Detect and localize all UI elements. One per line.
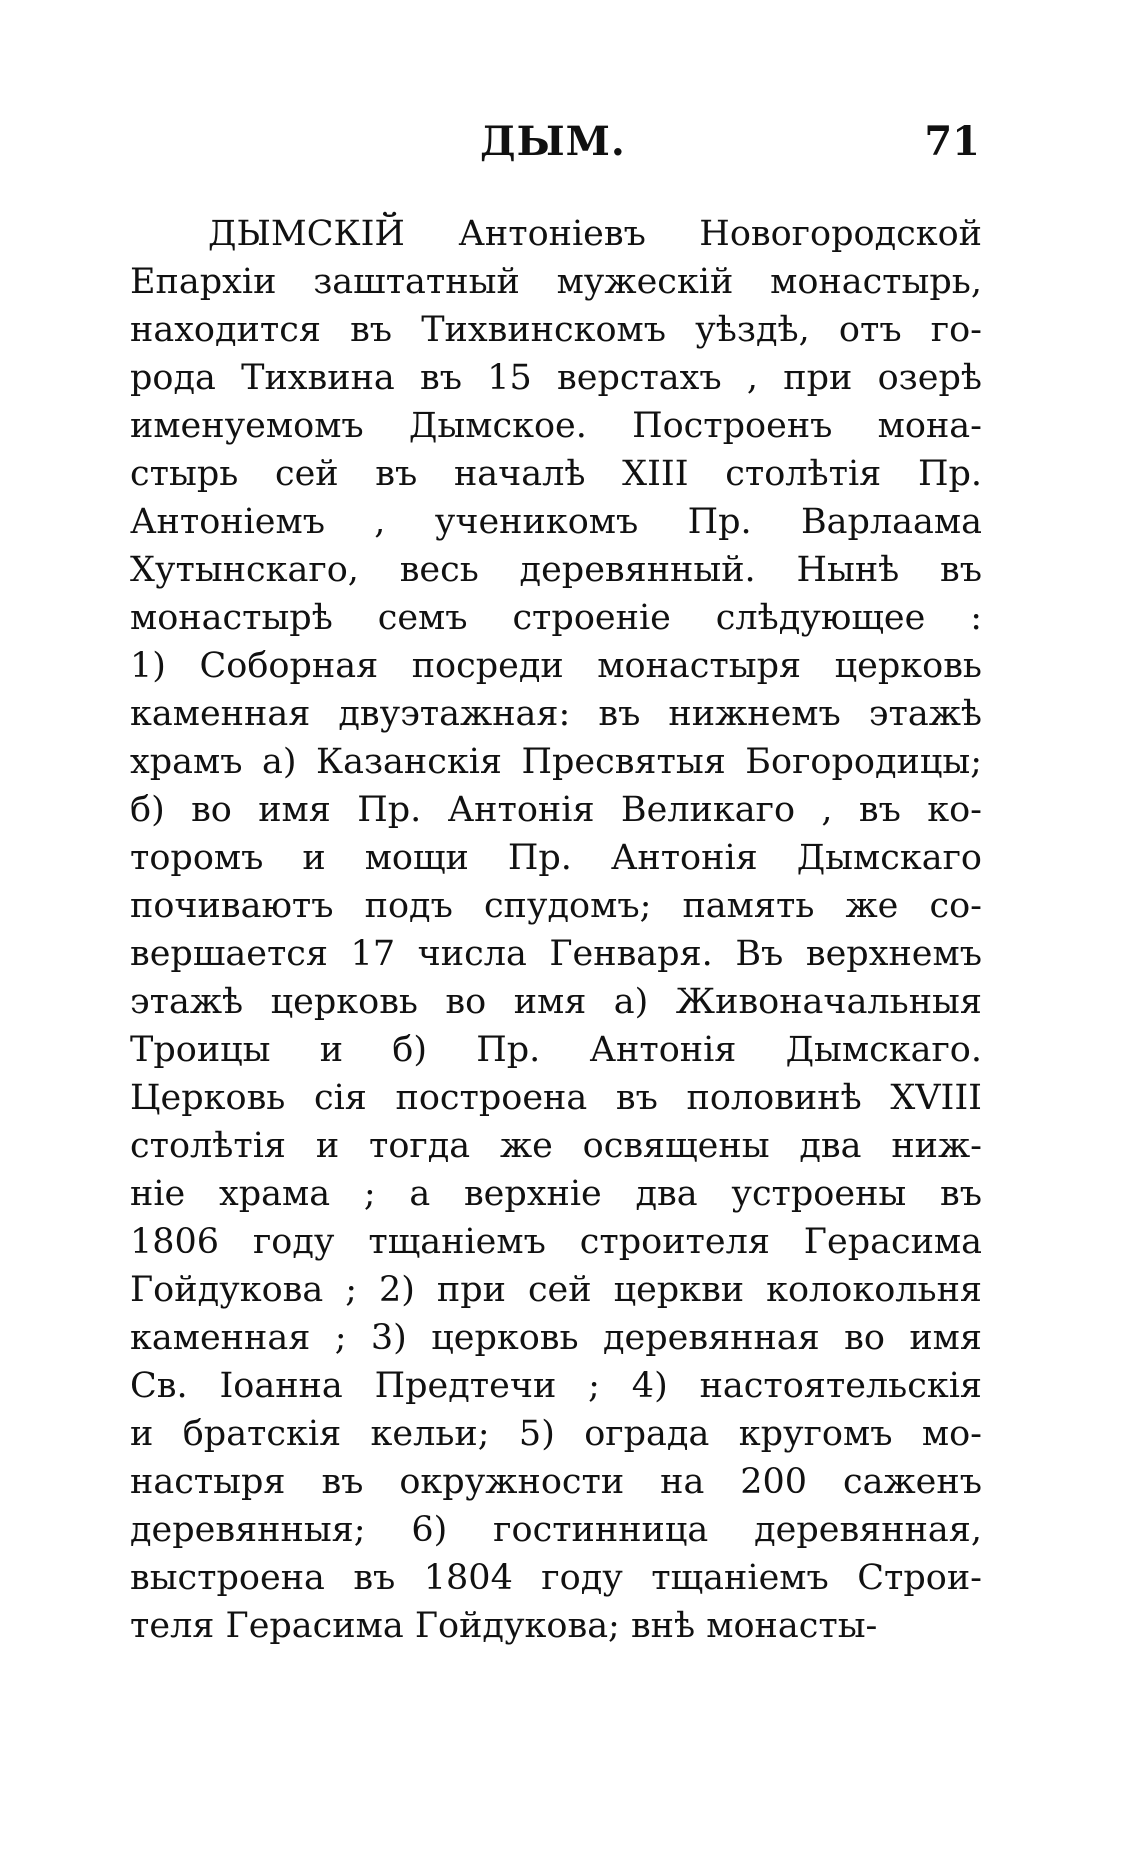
running-head-title: ДЫМ. [480, 118, 626, 165]
text-line: этажѣ церковь во имя а) Живоначальныя [130, 982, 982, 1022]
text-line: деревянныя; 6) гостинница деревянная, [130, 1510, 982, 1550]
text-line: Епархіи заштатный мужескій монастырь, [130, 262, 982, 302]
text-line: и братскія кельи; 5) ограда кругомъ мо- [130, 1414, 982, 1454]
text-line: Св. Іоанна Предтечи ; 4) настоятельскія [130, 1366, 982, 1406]
text-line: ДЫМСКІЙ Антоніевъ Новогородской [208, 214, 982, 254]
text-line: стырь сей въ началѣ XIII столѣтія Пр. [130, 454, 982, 494]
text-line: именуемомъ Дымское. Построенъ мона- [130, 406, 982, 446]
text-line: выстроена въ 1804 году тщаніемъ Строи- [130, 1558, 982, 1598]
text-line: каменная ; 3) церковь деревянная во имя [130, 1318, 982, 1358]
text-line: Троицы и б) Пр. Антонія Дымскаго. [130, 1030, 982, 1070]
text-line: торомъ и мощи Пр. Антонія Дымскаго [130, 838, 982, 878]
body-text [130, 210, 982, 1650]
page-number: 71 [924, 118, 980, 165]
text-line: находится въ Тихвинскомъ уѣздѣ, отъ го- [130, 310, 982, 350]
text-line: вершается 17 числа Генваря. Въ верхнемъ [130, 934, 982, 974]
text-line: 1806 году тщаніемъ строителя Герасима [130, 1222, 982, 1262]
text-line: б) во имя Пр. Антонія Великаго , въ ко- [130, 790, 982, 830]
text-line: рода Тихвина въ 15 верстахъ , при озерѣ [130, 358, 982, 398]
text-line: монастырѣ семъ строеніе слѣдующее : [130, 598, 982, 638]
text-line: Церковь сія построена въ половинѣ XVIII [130, 1078, 982, 1118]
text-line: каменная двуэтажная: въ нижнемъ этажѣ [130, 694, 982, 734]
text-line: теля Герасима Гойдукова; внѣ монасты- [130, 1606, 878, 1646]
text-line: храмъ а) Казанскія Пресвятыя Богородицы; [130, 742, 982, 782]
text-line: 1) Соборная посреди монастыря церковь [130, 646, 982, 686]
text-line: Гойдукова ; 2) при сей церкви колокольня [130, 1270, 982, 1310]
text-line: Хутынскаго, весь деревянный. Нынѣ въ [130, 550, 982, 590]
text-line: ніе храма ; а верхніе два устроены въ [130, 1174, 982, 1214]
running-head [120, 118, 980, 178]
text-line: настыря въ окружности на 200 саженъ [130, 1462, 982, 1502]
text-line: столѣтія и тогда же освящены два ниж- [130, 1126, 982, 1166]
text-line: Антоніемъ , ученикомъ Пр. Варлаама [130, 502, 982, 542]
text-line: почиваютъ подъ спудомъ; память же со- [130, 886, 982, 926]
